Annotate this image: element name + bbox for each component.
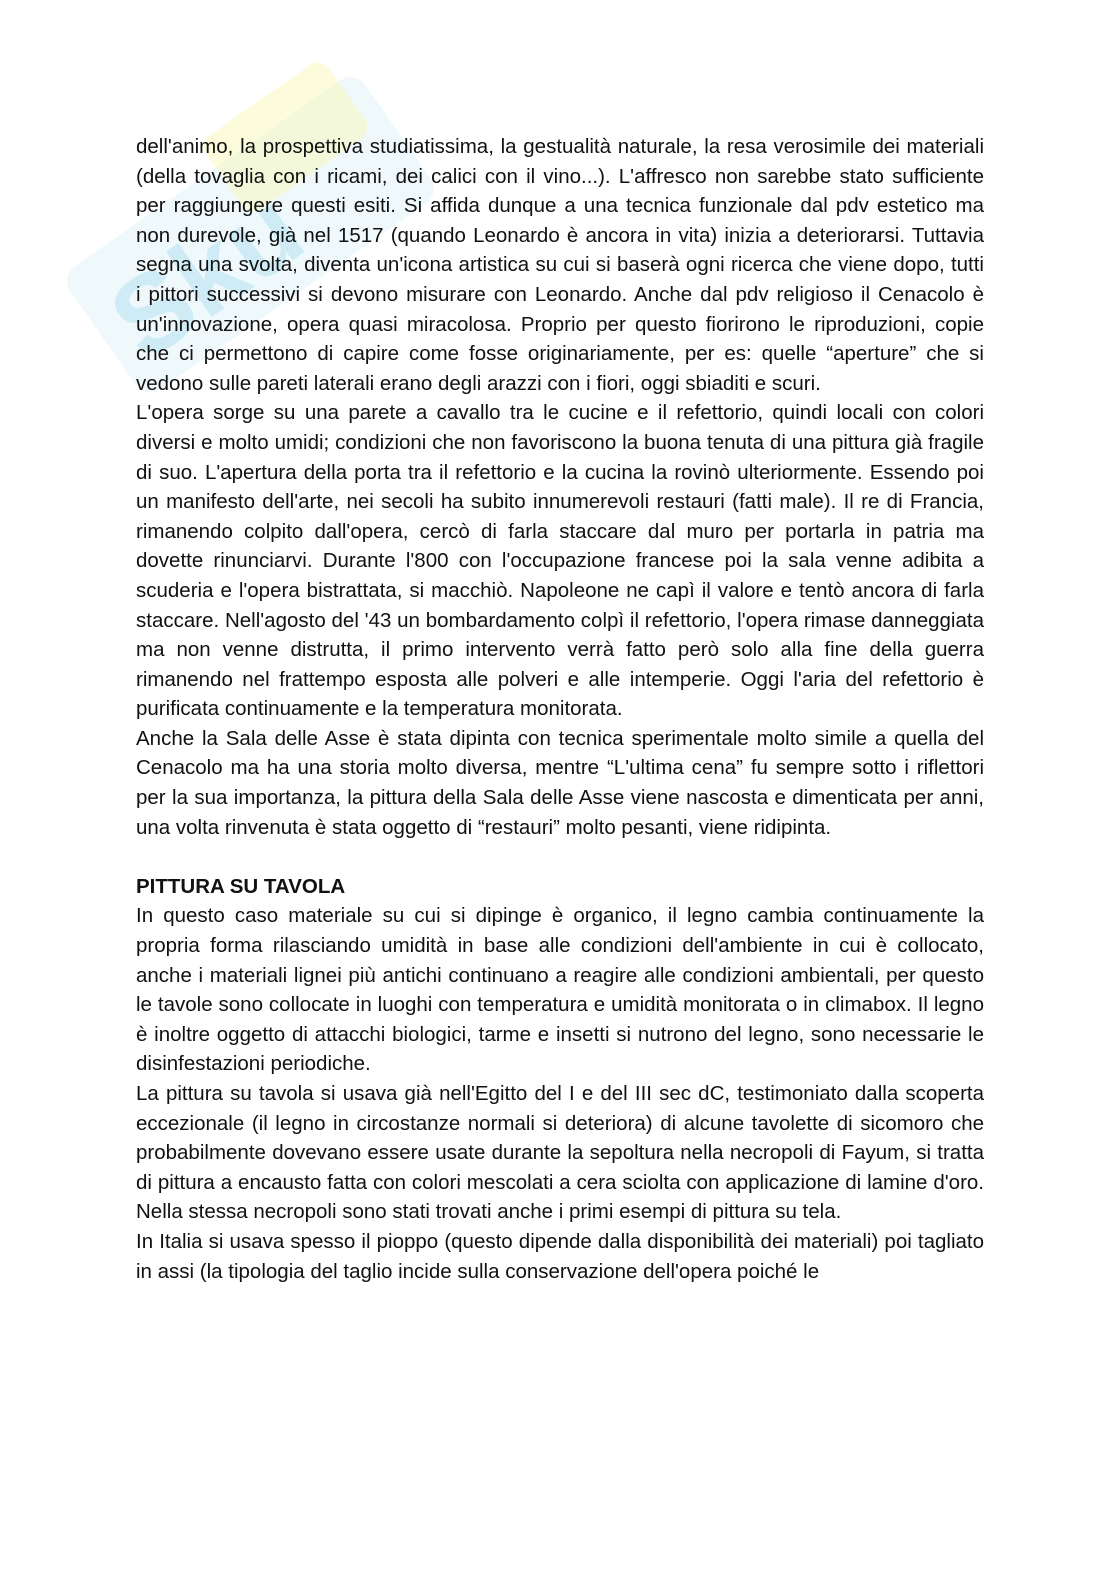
paragraph-sala-delle-asse: Anche la Sala delle Asse è stata dipinta con tecnica sperimentale molto simile a quella del Cenacolo ma ha una storia molto diversa, mentre “L'ultima cena” fu sempre sotto i riflettori per la sua importanza, la pittura della Sala delle Asse viene nascosta e dimenticata per anni, una volta rinvenuta è stata oggetto di “restauri” molto pesanti, viene ridipinta. bbox=[136, 726, 984, 839]
paragraph-cenacolo-history: L'opera sorge su una parete a cavallo tra le cucine e il refettorio, quindi locali con colori diversi e molto umidi; condizioni che non favoriscono la buona tenuta di una pittura già fragile di suo. L'apertura della porta tra il refettorio e la cucina la rovinò ulteriormente. Essendo poi un manifesto dell'arte, nei secoli ha subito innumerevoli restauri (fatti male). Il re di Francia, rimanendo colpito dall'opera, cercò di farla staccare dal muro per portarla in patria ma dovette rinunciarvi. Durante l'800 con l'occupazione francese poi la sala venne adibita a scuderia e l'opera bistrattata, si macchiò. Napoleone ne capì il valore e tentò ancora di farla staccare. Nell'agosto del '43 un bombardamento colpì il refettorio, l'opera rimase danneggiata ma non venne distrutta, il primo intervento verrà fatto però solo alla fine della guerra rimanendo nel frattempo esposta alle polveri e alle intemperie. Oggi l'aria del refettorio è purificata continuamente e la temperatura monitorata. bbox=[136, 401, 984, 721]
section-heading: PITTURA SU TAVOLA bbox=[136, 874, 346, 898]
paragraph-wood-material: In questo caso materiale su cui si dipinge è organico, il legno cambia continuamente la propria forma rilasciando umidità in base alle condizioni dell'ambiente in cui è collocato, anche i materiali lignei più antichi continuano a reagire alle condizioni ambientali, per questo le tavole sono collocate in luoghi con temperatura e umidità monitorata o in climabox. Il legno è inoltre oggetto di attacchi biologici, tarme e insetti si nutrono del legno, sono necessarie le disinfestazioni periodiche. bbox=[136, 904, 984, 1076]
paragraph-egypt-history: La pittura su tavola si usava già nell'Egitto del I e del III sec dC, testimoniato dalla scoperta eccezionale (il legno in circostanze normali si deteriora) di alcune tavolette di sicomoro che probabilmente dovevano essere usate durante la sepoltura nella necropoli di Fayum, si tratta di pittura a encausto fatta con colori mescolati a cera sciolta con applicazione di lamine d'oro. Nella stessa necropoli sono stati trovati anche i primi esempi di pittura su tela. bbox=[136, 1082, 984, 1224]
paragraph-cenacolo-technique: dell'animo, la prospettiva studiatissima, la gestualità naturale, la resa verosimile dei materiali (della tovaglia con i ricami, dei calici con il vino...). L'affresco non sarebbe stato sufficiente per raggiungere questi esiti. Si affida dunque a una tecnica funzionale dal pdv estetico ma non durevole, già nel 1517 (quando Leonardo è ancora in vita) inizia a deteriorarsi. Tuttavia segna una svolta, diventa un'icona artistica su cui si baserà ogni ricerca che viene dopo, tutti i pittori successivi si devono misurare con Leonardo. Anche dal pdv religioso il Cenacolo è un'innovazione, opera quasi miracolosa. Proprio per questo fiorirono le riproduzioni, copie che ci permettono di capire come fosse originariamente, per es: quelle “aperture” che si vedono sulle pareti laterali erano degli arazzi con i fiori, oggi sbiaditi e scuri. bbox=[136, 135, 984, 395]
document-body bbox=[136, 132, 984, 1286]
svg-text:Sku: Sku bbox=[88, 166, 325, 384]
paragraph-italy-poplar: In Italia si usava spesso il pioppo (questo dipende dalla disponibilità dei materiali) poi tagliato in assi (la tipologia del taglio incide sulla conservazione dell'opera poiché le bbox=[136, 1229, 984, 1283]
